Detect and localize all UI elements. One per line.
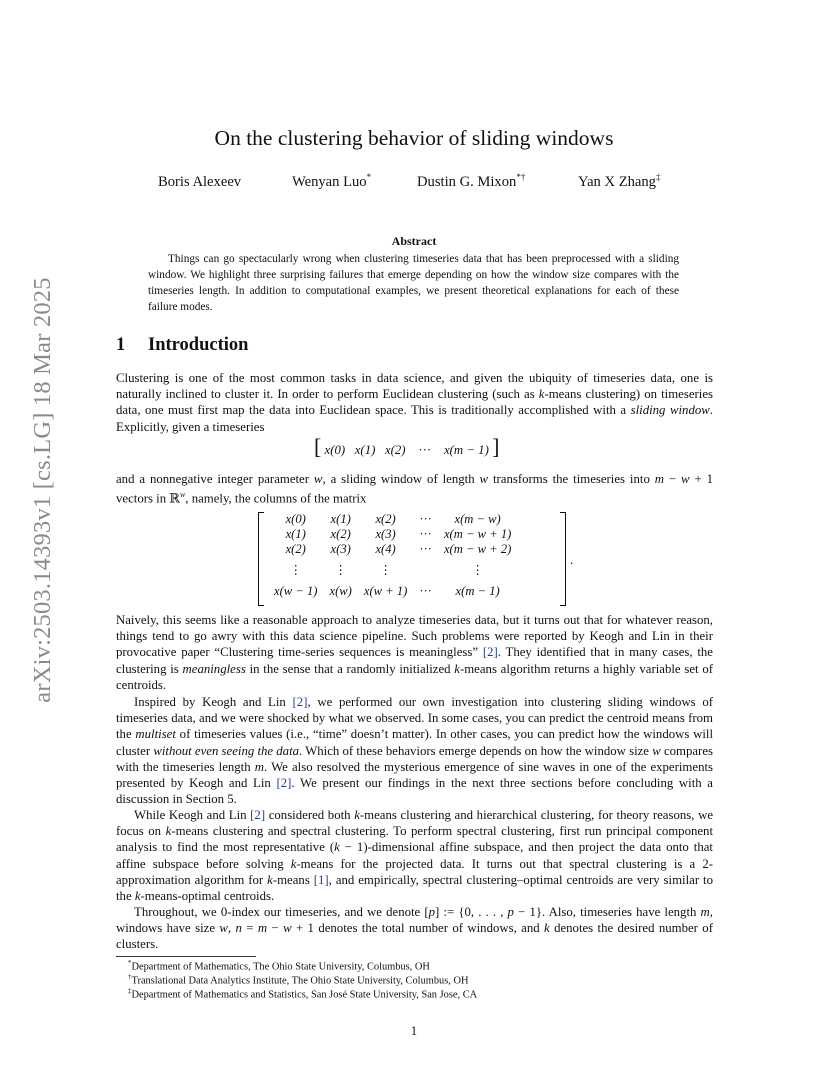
citation-link[interactable]: [2]: [292, 695, 308, 709]
sliding-window-matrix: [258, 512, 566, 604]
matrix-entry: x(m − w + 1): [443, 527, 512, 541]
abstract-text: Things can go spectacularly wrong when clustering timeseries data that has been preprocessed with a sliding window. We highlight three surprising failures that emerge depending on how the window size compares with the timeseries length. In addition to computational examples, we present theoretical explanations for each of these failure modes.: [148, 253, 679, 313]
matrix-entry: x(m − w + 2): [443, 542, 512, 556]
paragraph: Throughout, we 0-index our timeseries, and we denote [p] := {0, . . . , p − 1}. Also, timeseries have length m, windows have size w, n = m − w + 1 denotes the total number of windows, and k denotes the desired number of clusters.: [116, 905, 713, 952]
abstract-heading: Abstract: [391, 234, 437, 248]
matrix-entry: x(2): [285, 542, 306, 556]
matrix-entry: x(m − w): [454, 512, 501, 526]
footnote: ‡Department of Mathematics and Statistics, San José State University, San Jose, CA: [128, 987, 478, 1001]
matrix-entry: x(3): [375, 527, 396, 541]
paragraph: Clustering is one of the most common tasks in data science, and given the ubiquity of timeseries data, one is naturally inclined to cluster it. In order to perform Euclidean clustering (such as k-means clustering) on timeseries data, one must first map the data into Euclidean space. This is traditionally accomplished with a sliding window. Explicitly, given a timeseries: [116, 371, 713, 434]
matrix-entry: x(4): [375, 542, 396, 556]
paragraph: and a nonnegative integer parameter w, a sliding window of length w transforms the timeseries into m − w + 1 vectors in ℝ$^w$, namely, the columns of the matrix: [116, 472, 714, 506]
matrix-entry: x(w): [329, 584, 352, 598]
timeseries-equation: [ x(0) x(1) x(2) ··· x(m − 1) ]: [314, 434, 500, 459]
matrix-entry: x(m − 1): [455, 584, 500, 598]
footnote-rule: [116, 956, 256, 957]
matrix-entry: ⋮: [289, 563, 303, 577]
author: Wenyan Luo*: [292, 172, 372, 190]
paragraph: Inspired by Keogh and Lin [2], we performed our own investigation into clustering sliding windows of timeseries data, and we were shocked by what we observed. In some cases, you can predict the centroid means from the multiset of timeseries values (i.e., “time” doesn’t matter). In other cases, you can predict how the windows will cluster without even seeing the data. Which of these behaviors emerge depends on how the window size w compares with the timeseries length m. We also resolved the mysterious emergence of sine waves in one of the experiments presented by Keogh and Lin [2]. We present our findings in the next three sections before concluding with a discussion in Section 5.: [116, 695, 714, 807]
footnote: †Translational Data Analytics Institute, The Ohio State University, Columbus, OH: [128, 973, 469, 987]
paragraph: Naively, this seems like a reasonable approach to analyze timeseries data, but it turns out that for whatever reason, things tend to go awry with this data science pipeline. Such problems were reported by Keogh and Lin in their provocative paper “Clustering time-series sequences is meaningless” [2]. They identified that in many cases, the clustering is meaningless in the sense that a randomly initialized k-means algorithm returns a highly variable set of centroids.: [116, 613, 714, 692]
matrix-entry: x(w − 1): [274, 584, 318, 598]
matrix-entry: ⋮: [471, 563, 484, 577]
paragraph: While Keogh and Lin [2] considered both k-means clustering and hierarchical clustering, for theory reasons, we focus on k-means clustering and spectral clustering. To perform spectral clustering, first run principal component analysis to find the most representative (k − 1)-dimensional affine subspace, and then project the data onto that affine subspace before solving k-means for the projected data. It turns out that spectral clustering is a 2-approximation algorithm for k-means [1], and empirically, spectral clustering–optimal centroids are very similar to the k-means-optimal centroids.: [116, 808, 714, 904]
author: Boris Alexeev: [158, 173, 242, 190]
matrix-entry: ⋮: [379, 563, 392, 577]
matrix-entry: x(3): [330, 542, 351, 556]
author: Yan X Zhang‡: [578, 172, 661, 190]
matrix-period: .: [570, 552, 574, 567]
matrix-entry: x(2): [330, 527, 351, 541]
matrix-entry: ···: [419, 542, 432, 556]
matrix-entry: ···: [419, 584, 432, 598]
arxiv-identifier: arXiv:2503.14393v1 [cs.LG] 18 Mar 2025: [29, 277, 56, 703]
matrix-entry: x(0): [285, 512, 306, 526]
page-number: 1: [410, 1024, 418, 1038]
matrix-entry: ⋮: [334, 563, 347, 577]
matrix-entry: x(1): [285, 527, 306, 541]
citation-link[interactable]: [1]: [313, 872, 329, 887]
footnote: *Department of Mathematics, The Ohio State University, Columbus, OH: [128, 959, 430, 973]
matrix-entry: x(2): [375, 512, 396, 526]
matrix-entry: [413, 557, 438, 584]
matrix-entry: x(w + 1): [363, 584, 408, 598]
citation-link[interactable]: [2]: [276, 776, 292, 791]
matrix-entry: ···: [419, 527, 432, 541]
citation-link[interactable]: [2]: [250, 808, 266, 822]
citation-link[interactable]: [2]: [482, 645, 498, 660]
author: Dustin G. Mixon*†: [417, 172, 526, 190]
paper-title: On the clustering behavior of sliding windows: [214, 126, 614, 150]
matrix-entry: ···: [419, 512, 432, 526]
matrix-entry: x(1): [330, 512, 351, 526]
section-heading: 1 Introduction: [116, 335, 249, 355]
